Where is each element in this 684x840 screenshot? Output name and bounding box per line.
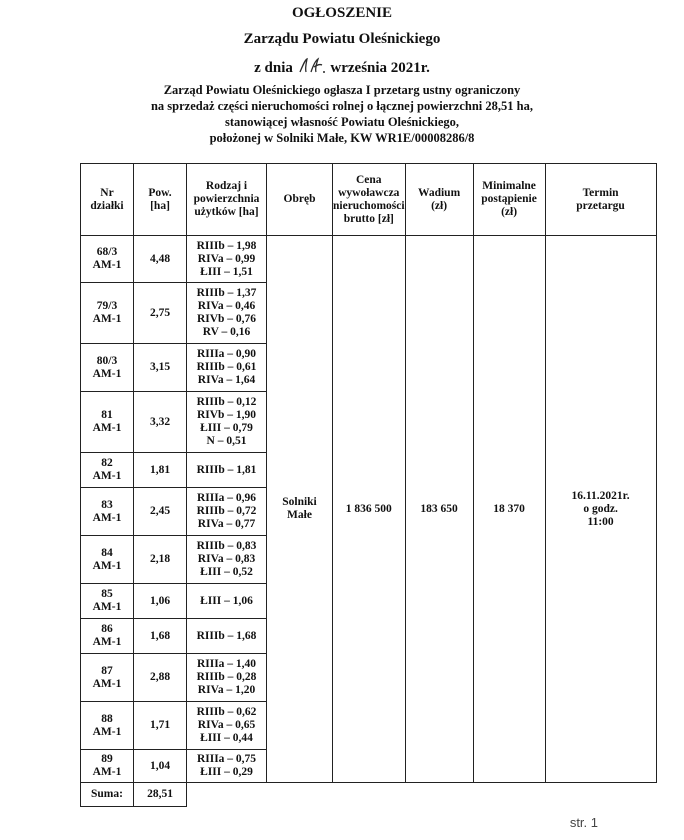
- header-pow-line: Pow.: [148, 186, 172, 199]
- cell-land-use-line: ŁIII – 0,79: [200, 422, 253, 434]
- cell-land-use-line: ŁIII – 0,52: [200, 566, 253, 578]
- cell-auction-date: [545, 236, 656, 783]
- cell-parcel-number-line: AM-1: [92, 766, 122, 778]
- cell-land-use-line: ŁIII – 1,06: [200, 594, 253, 607]
- cell-parcel-number-line: 88: [101, 712, 113, 725]
- cell-land-use-line: RIVa – 0,83: [197, 553, 256, 565]
- cell-land-use-line: RIIIa – 0,90: [196, 348, 257, 360]
- cell-parcel-number: [81, 344, 134, 392]
- cell-area: 1,71: [134, 702, 187, 750]
- header-min-line: Minimalne: [482, 180, 536, 192]
- cell-parcel-number-line: AM-1: [92, 511, 122, 524]
- intro-line: stanowiącej własność Powiatu Oleśnickiego,: [224, 115, 460, 129]
- cell-parcel-number-line: 85: [101, 588, 113, 600]
- header-obreb: [267, 164, 333, 236]
- cell-land-use: [187, 584, 267, 619]
- cell-land-use-line: RIVb – 1,90: [196, 409, 257, 421]
- header-cena: [333, 164, 406, 236]
- empty-cell: [187, 783, 267, 807]
- cell-area: 3,32: [134, 392, 187, 453]
- cell-parcel-number: [81, 453, 134, 488]
- intro-line: Zarząd Powiatu Oleśnickiego ogłasza I przetarg ustny ograniczony: [163, 83, 521, 97]
- cell-land-use-line: RIVa – 1,20: [197, 684, 256, 696]
- cell-land-use-line: RIVa – 0,46: [197, 300, 256, 312]
- parcels-table: [80, 163, 657, 807]
- handwritten-day-signature: [297, 57, 327, 75]
- header-nr: [81, 164, 134, 236]
- cell-parcel-number-line: 89: [101, 753, 113, 765]
- cell-parcel-number-line: AM-1: [92, 313, 122, 325]
- cell-parcel-number-line: AM-1: [92, 636, 122, 648]
- header-wadium-line: (zł): [431, 199, 448, 212]
- header-obreb-line: Obręb: [283, 193, 316, 205]
- cell-land-use: [187, 392, 267, 453]
- cell-area: 3,15: [134, 344, 187, 392]
- cell-area: 2,45: [134, 488, 187, 536]
- cell-land-use-line: RIIIb – 0,72: [196, 505, 257, 517]
- cell-area: 1,06: [134, 584, 187, 619]
- empty-cell: [405, 783, 473, 807]
- header-cena-line: brutto [zł]: [343, 212, 394, 225]
- cell-parcel-number-line: AM-1: [92, 259, 122, 271]
- cell-land-use-line: RIIIa – 1,40: [196, 658, 257, 670]
- cell-area: 1,04: [134, 750, 187, 783]
- table-row: [81, 236, 657, 283]
- header-termin-line: przetargu: [576, 199, 625, 212]
- page-number: str. 1: [569, 815, 598, 830]
- cell-parcel-number: [81, 536, 134, 584]
- header-pow-line: [ha]: [150, 199, 170, 212]
- cell-land-use-line: ŁIII – 0,29: [200, 766, 253, 778]
- sum-label: Suma:: [81, 783, 134, 807]
- empty-cell: [333, 783, 406, 807]
- cell-land-use-line: RIIIb – 1,81: [196, 463, 257, 476]
- cell-parcel-number-line: 79/3: [96, 300, 118, 312]
- empty-cell: [267, 783, 333, 807]
- cell-land-use: [187, 488, 267, 536]
- cell-auction-date-line: 11:00: [587, 515, 614, 528]
- cell-cena: 1 836 500: [333, 236, 406, 783]
- header-termin-line: Termin: [582, 186, 619, 199]
- cell-land-use: [187, 619, 267, 654]
- header-pow: [134, 164, 187, 236]
- header-cena-line: wywoławcza: [338, 186, 400, 199]
- cell-land-use-line: RIVa – 0,99: [197, 252, 256, 265]
- cell-area: 2,88: [134, 654, 187, 702]
- cell-parcel-number: [81, 702, 134, 750]
- header-min-line: postąpienie: [481, 193, 537, 205]
- cell-land-use-line: RIVa – 1,64: [197, 374, 256, 386]
- cell-land-use-line: RIIIb – 0,62: [196, 706, 257, 718]
- header-rodzaj-line: użytków [ha]: [194, 206, 259, 218]
- cell-land-use-line: RIVb – 0,76: [196, 313, 257, 325]
- cell-land-use: [187, 702, 267, 750]
- cell-area: 1,81: [134, 453, 187, 488]
- cell-parcel-number: [81, 584, 134, 619]
- cell-parcel-number-line: AM-1: [92, 422, 122, 434]
- header-termin: [545, 164, 656, 236]
- table-sum-row: [81, 783, 657, 807]
- header-nr-line: działki: [90, 199, 124, 212]
- cell-parcel-number: [81, 488, 134, 536]
- date-prefix: z dnia: [254, 60, 293, 76]
- header-cena-line: nieruchomości: [333, 199, 405, 212]
- cell-land-use-line: RIIIb – 1,98: [196, 239, 257, 252]
- cell-parcel-number-line: 83: [101, 498, 113, 511]
- cell-land-use-line: RIIIb – 1,68: [196, 629, 257, 642]
- cell-parcel-number: [81, 619, 134, 654]
- cell-wadium: 183 650: [405, 236, 473, 783]
- cell-parcel-number-line: 68/3: [96, 246, 118, 258]
- cell-parcel-number: [81, 236, 134, 283]
- cell-parcel-number-line: AM-1: [92, 725, 122, 738]
- cell-parcel-number-line: AM-1: [92, 470, 122, 482]
- cell-land-use-line: ŁIII – 0,44: [200, 732, 253, 744]
- cell-parcel-number-line: 81: [101, 409, 113, 421]
- cell-area: 1,68: [134, 619, 187, 654]
- announcement-date: [0, 57, 684, 77]
- cell-min: 18 370: [473, 236, 545, 783]
- cell-land-use-line: RIIIa – 0,96: [196, 492, 257, 504]
- cell-auction-date-line: 16.11.2021r.: [571, 489, 630, 502]
- cell-parcel-number-line: AM-1: [92, 601, 122, 613]
- header-wadium: [405, 164, 473, 236]
- cell-parcel-number-line: 80/3: [96, 354, 118, 367]
- header-rodzaj: [187, 164, 267, 236]
- cell-parcel-number-line: 82: [101, 457, 113, 469]
- cell-precinct-line: Solniki: [282, 496, 317, 508]
- date-suffix: września 2021r.: [330, 60, 430, 76]
- cell-land-use-line: N – 0,51: [206, 435, 247, 447]
- cell-land-use-line: RIIIb – 0,61: [196, 361, 257, 373]
- cell-area: 4,48: [134, 236, 187, 283]
- cell-parcel-number-line: 87: [101, 664, 113, 677]
- cell-land-use: [187, 236, 267, 283]
- cell-parcel-number: [81, 750, 134, 783]
- cell-land-use-line: RIIIb – 0,28: [196, 671, 257, 683]
- cell-land-use-line: RV – 0,16: [202, 326, 251, 338]
- cell-land-use: [187, 344, 267, 392]
- cell-land-use-line: RIIIb – 0,83: [196, 540, 257, 552]
- cell-land-use-line: RIIIb – 0,12: [196, 396, 257, 408]
- announcement-intro: [60, 82, 624, 146]
- cell-land-use: [187, 536, 267, 584]
- cell-land-use-line: RIVa – 0,77: [197, 518, 256, 530]
- cell-parcel-number-line: AM-1: [92, 559, 122, 572]
- cell-parcel-number: [81, 654, 134, 702]
- cell-parcel-number-line: AM-1: [92, 677, 122, 690]
- cell-land-use-line: RIIIb – 1,37: [196, 287, 257, 299]
- header-cena-line: Cena: [356, 173, 382, 186]
- empty-cell: [473, 783, 545, 807]
- cell-land-use-line: RIVa – 0,65: [197, 719, 256, 731]
- intro-line: na sprzedaż części nieruchomości rolnej o łącznej powierzchni 28,51 ha,: [150, 99, 533, 113]
- cell-land-use: [187, 283, 267, 344]
- cell-area: 2,18: [134, 536, 187, 584]
- cell-parcel-number-line: AM-1: [92, 367, 122, 380]
- cell-land-use: [187, 750, 267, 783]
- cell-land-use-line: ŁIII – 1,51: [200, 265, 253, 278]
- cell-parcel-number: [81, 392, 134, 453]
- cell-parcel-number-line: 86: [101, 623, 113, 635]
- cell-land-use: [187, 453, 267, 488]
- sum-value: 28,51: [134, 783, 187, 807]
- table-header-row: [81, 164, 657, 236]
- header-rodzaj-line: powierzchnia: [193, 193, 260, 205]
- header-nr-line: Nr: [100, 186, 114, 199]
- cell-precinct-line: Małe: [287, 509, 312, 521]
- empty-cell: [545, 783, 656, 807]
- header-min: [473, 164, 545, 236]
- cell-area: 2,75: [134, 283, 187, 344]
- announcement-title: OGŁOSZENIE: [291, 5, 393, 21]
- header-rodzaj-line: Rodzaj i: [205, 180, 248, 192]
- cell-parcel-number-line: 84: [101, 546, 113, 559]
- cell-parcel-number: [81, 283, 134, 344]
- cell-land-use: [187, 654, 267, 702]
- cell-precinct: [267, 236, 333, 783]
- announcement-subtitle: Zarządu Powiatu Oleśnickiego: [243, 31, 441, 47]
- intro-line: położonej w Solniki Małe, KW WR1E/00008286/8: [209, 131, 475, 145]
- header-wadium-line: Wadium: [417, 186, 461, 199]
- cell-auction-date-line: o godz.: [583, 502, 618, 515]
- cell-land-use-line: RIIIa – 0,75: [196, 753, 257, 765]
- header-min-line: (zł): [501, 206, 518, 218]
